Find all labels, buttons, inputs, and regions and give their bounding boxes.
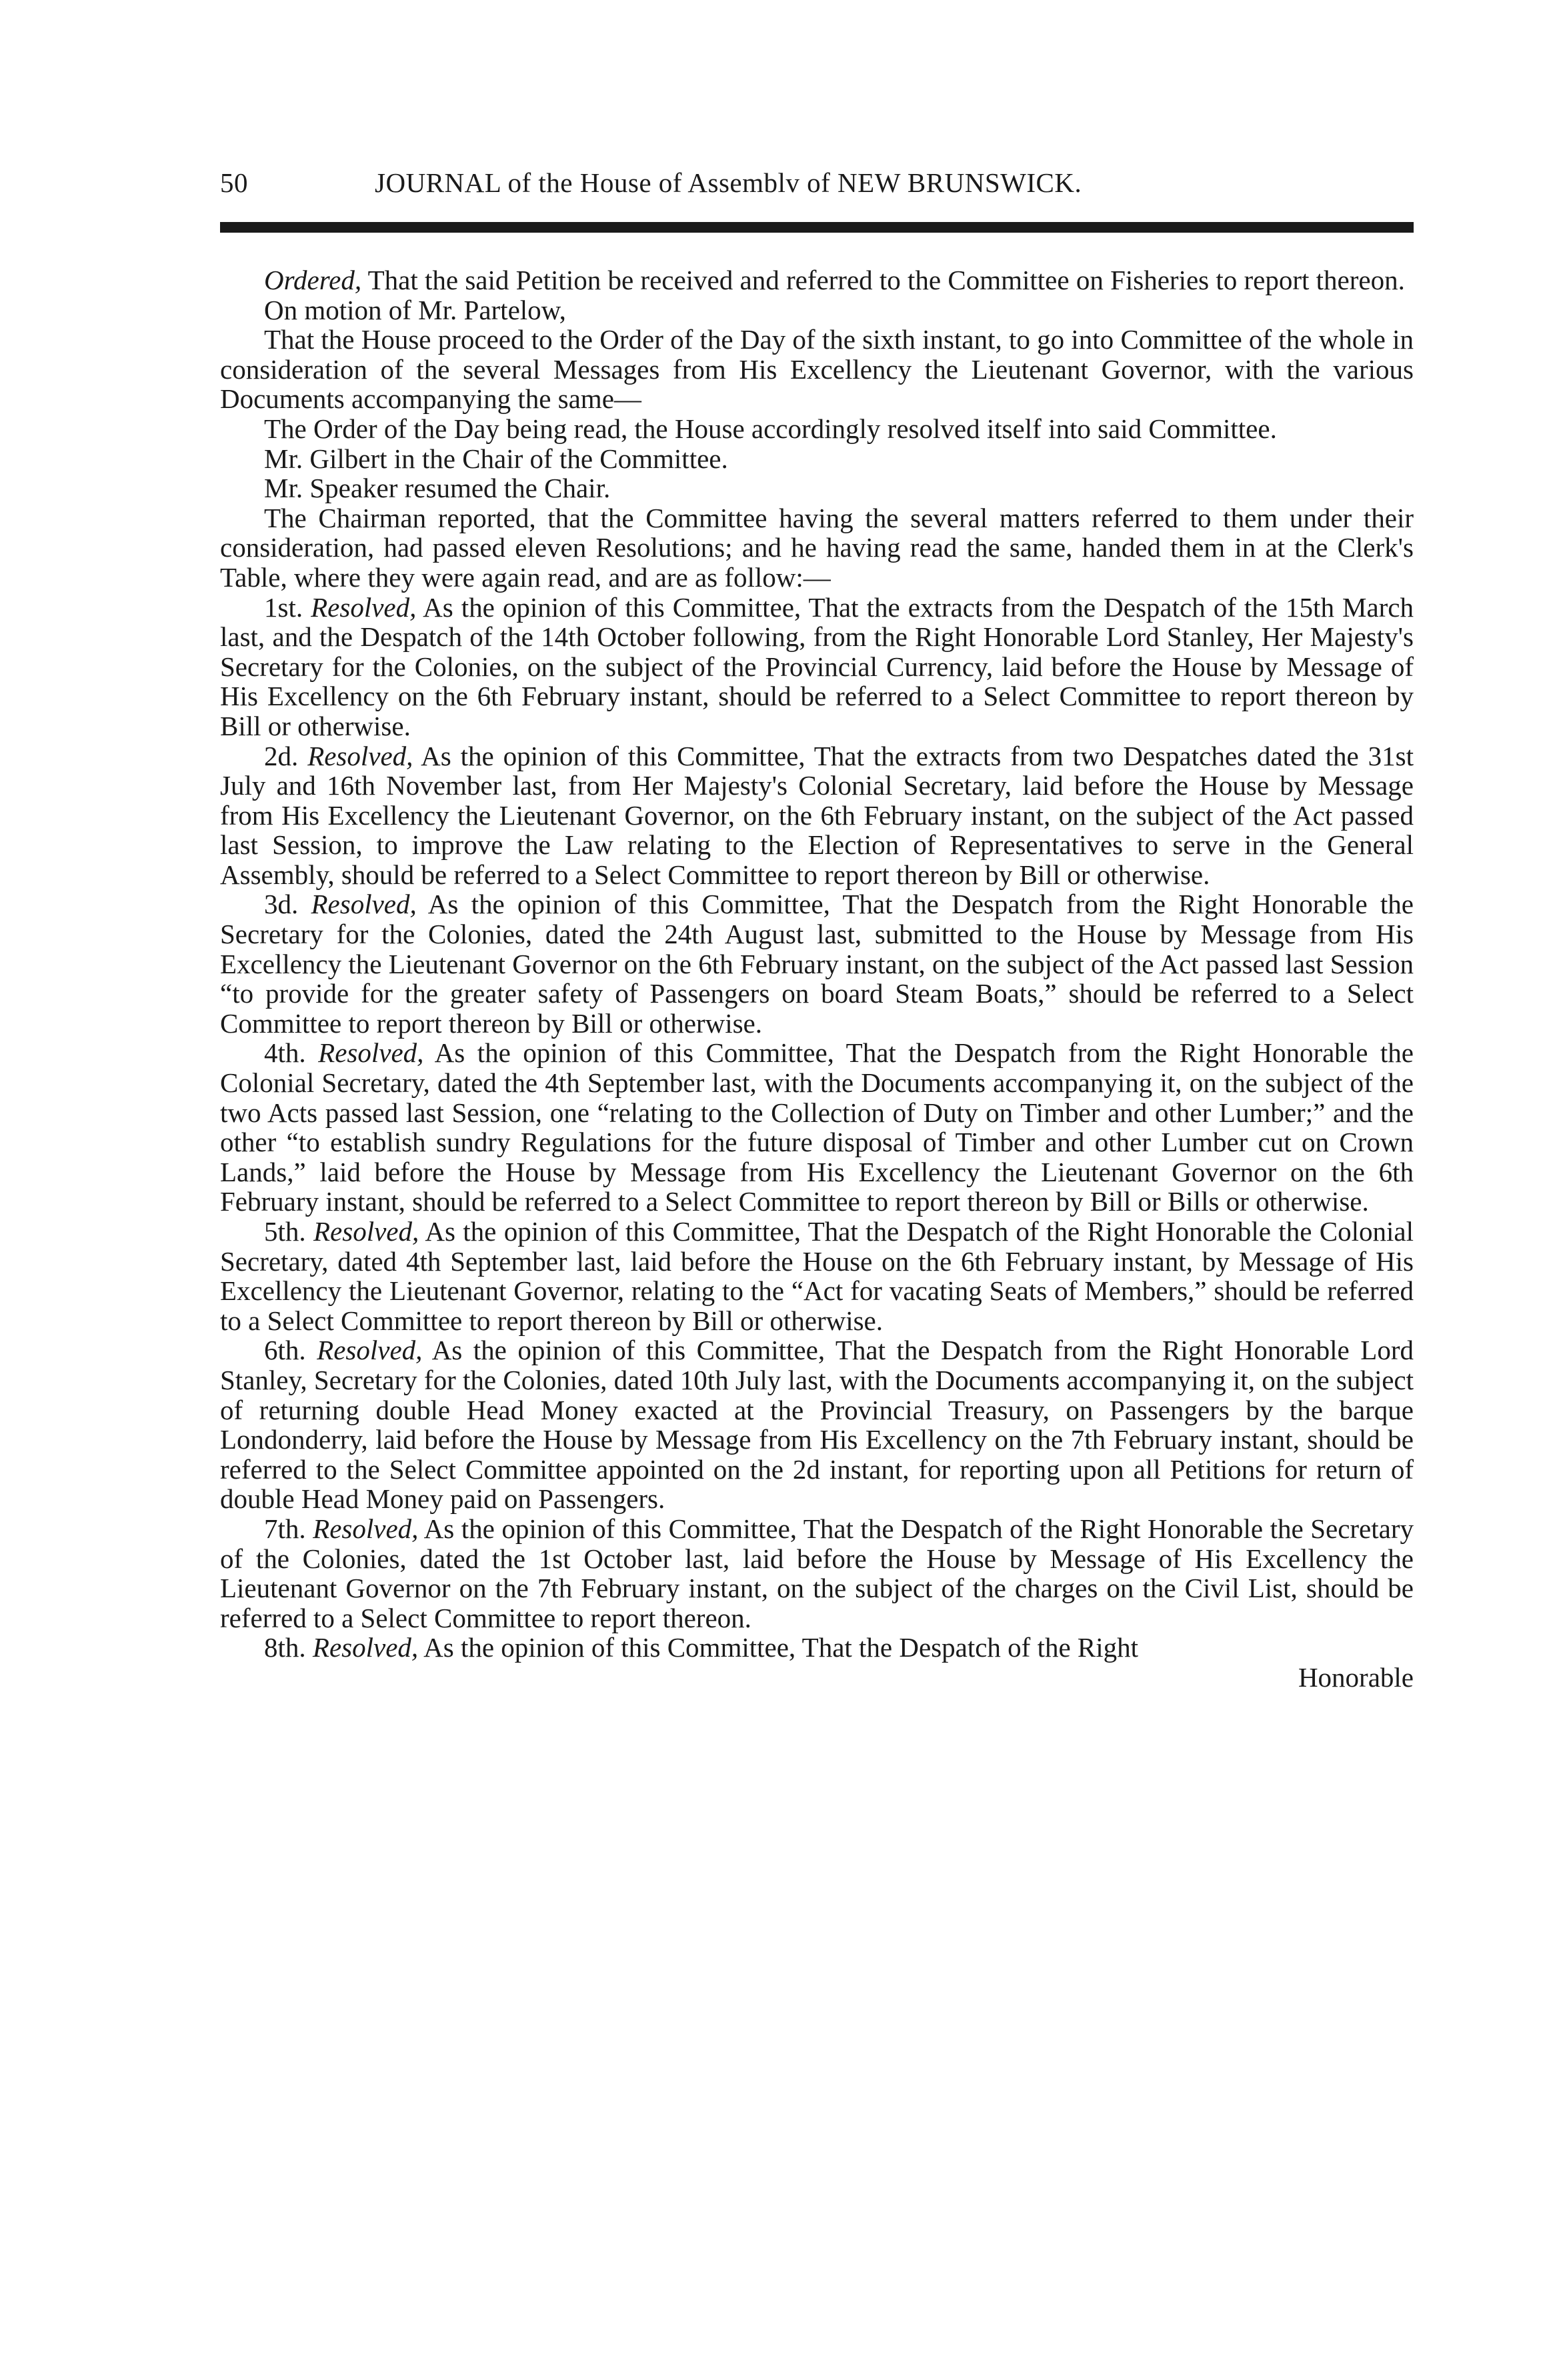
paragraph-text: Mr. Gilbert in the Chair of the Committee. (264, 443, 728, 474)
paragraph (220, 741, 1414, 890)
paragraph-text: As the opinion of this Committee, That the extracts from two Despatches dated the 31st July and 16th November last, from Her Majesty's Colonial Secretary, laid before the House by Message from His Excellency the Lieutenant Governor, on the 6th February instant, on the subject of the Act passed last Session, to improve the Law relating to the Election of Representatives to serve in the General Assembly, should be referred to a Select Committee to report thereon by Bill or otherwise. (220, 740, 1414, 890)
running-title: JOURNAL of the House of Assemblv of NEW BRUNSWICK. (375, 167, 1082, 198)
paragraph (220, 593, 1414, 741)
paragraph-lead: Resolved, (317, 1335, 423, 1366)
resolution-number: 5th. (264, 1216, 314, 1247)
resolution-number: 1st. (264, 591, 311, 623)
resolution-number: 7th. (264, 1513, 313, 1544)
paragraph (220, 1514, 1414, 1633)
page-number: 50 (220, 167, 248, 198)
paragraph (220, 1038, 1414, 1217)
paragraph (220, 295, 1414, 325)
paragraph-lead: Resolved, (311, 889, 417, 920)
paragraph-lead: Resolved, (313, 1216, 419, 1247)
paragraph (220, 1335, 1414, 1514)
paragraph (220, 889, 1414, 1038)
paragraph-text: Mr. Speaker resumed the Chair. (264, 473, 611, 504)
paragraph-text: As the opinion of this Committee, That the Despatch from the Right Honorable the Secretary for the Colonies, dated the 24th August last, submitted to the House by Message from His Excellency the Lieutenant Governor on the 6th February instant, on the subject of the Act passed last Session “to provide for the greater safety of Passengers on board Steam Boats,” should be referred to a Select Committee to report thereon by Bill or otherwise. (220, 889, 1414, 1039)
paragraph-lead: Resolved, (307, 740, 413, 771)
body-text (220, 265, 1414, 1693)
paragraph-text: That the said Petition be received and referred to the Committee on Fisheries to report thereon. (361, 265, 1405, 295)
paragraph-lead: Ordered, (264, 265, 362, 295)
paragraph (220, 414, 1414, 444)
journal-page (220, 167, 1414, 1693)
paragraph-lead: Resolved, (318, 1037, 424, 1069)
resolution-number: 3d. (264, 889, 311, 920)
paragraph-text: The Order of the Day being read, the House accordingly resolved itself into said Committee. (264, 413, 1277, 444)
paragraph (220, 503, 1414, 593)
resolution-number: 6th. (264, 1335, 317, 1366)
paragraph-lead: Resolved, (313, 1513, 419, 1544)
paragraph-text: As the opinion of this Committee, That the Despatch of the Right Honorable the Secretary of the Colonies, dated the 1st October last, laid before the House by Message of His Excellency the Lieutenant Governor on the 7th February instant, on the subject of the charges on the Civil List, should be referred to a Select Committee to report thereon. (220, 1513, 1414, 1633)
paragraph-text: As the opinion of this Committee, That the extracts from the Despatch of the 15th March last, and the Despatch of the 14th October following, from the Right Honorable Lord Stanley, Her Majesty's Secretary for the Colonies, on the subject of the Provincial Currency, laid before the House by Message of His Excellency on the 6th February instant, should be referred to a Select Committee to report thereon by Bill or otherwise. (220, 591, 1414, 741)
paragraph-text: That the House proceed to the Order of the Day of the sixth instant, to go into Committee of the whole in consideration of the several Messages from His Excellency the Lieutenant Governor, with the various Documents accompanying the same— (220, 324, 1414, 415)
resolution-number: 2d. (264, 740, 308, 771)
paragraph (220, 473, 1414, 503)
paragraph (220, 444, 1414, 474)
paragraph-text: As the opinion of this Committee, That the Despatch of the Right Honorable the Colonial Secretary, dated 4th September last, laid before the House on the 6th February instant, by Message of His Excellency the Lieutenant Governor, relating to the “Act for vacating Seats of Members,” should be referred to a Select Committee to report thereon by Bill or otherwise. (220, 1216, 1414, 1336)
paragraph-text: As the opinion of this Committee, That the Despatch from the Right Honorable the Colonial Secretary, dated the 4th September last, with the Documents accompanying it, on the subject of the two Acts passed last Session, one “relating to the Collection of Duty on Timber and other Lumber;” and the other “to establish sundry Regulations for the future disposal of Timber and other Lumber cut on Crown Lands,” laid before the House by Message from His Excellency the Lieutenant Governor on the 6th February instant, should be referred to a Select Committee to report thereon by Bill or Bills or otherwise. (220, 1037, 1414, 1217)
page-header (220, 167, 1414, 220)
catchword: Honorable (1298, 1661, 1414, 1693)
paragraph (220, 265, 1414, 295)
paragraph (220, 1633, 1414, 1663)
paragraph-lead: Resolved, (312, 1632, 419, 1663)
paragraph-text: As the opinion of this Committee, That the Despatch from the Right Honorable Lord Stanley, Secretary for the Colonies, dated 10th July last, with the Documents accompanying it, on the subject of returning double Head Money exacted at the Provincial Treasury, on Passengers by the barque Londonderry, laid before the House by Message from His Excellency on the 7th February instant, should be referred to the Select Committee appointed on the 2d instant, for reporting upon all Petitions for return of double Head Money paid on Passengers. (220, 1335, 1414, 1515)
paragraph-text: The Chairman reported, that the Committee having the several matters referred to them under their consideration, had passed eleven Resolutions; and he having read the same, handed them in at the Clerk's Table, where they were again read, and are as follow:— (220, 502, 1414, 593)
paragraph-text: On motion of Mr. Partelow, (264, 294, 566, 325)
header-rule (220, 222, 1414, 233)
paragraph (220, 325, 1414, 414)
paragraph-lead: Resolved, (311, 591, 417, 623)
paragraph-text: As the opinion of this Committee, That the Despatch of the Right (418, 1632, 1139, 1663)
resolution-number: 8th. (264, 1632, 313, 1663)
paragraph (220, 1217, 1414, 1335)
resolution-number: 4th. (264, 1037, 319, 1069)
